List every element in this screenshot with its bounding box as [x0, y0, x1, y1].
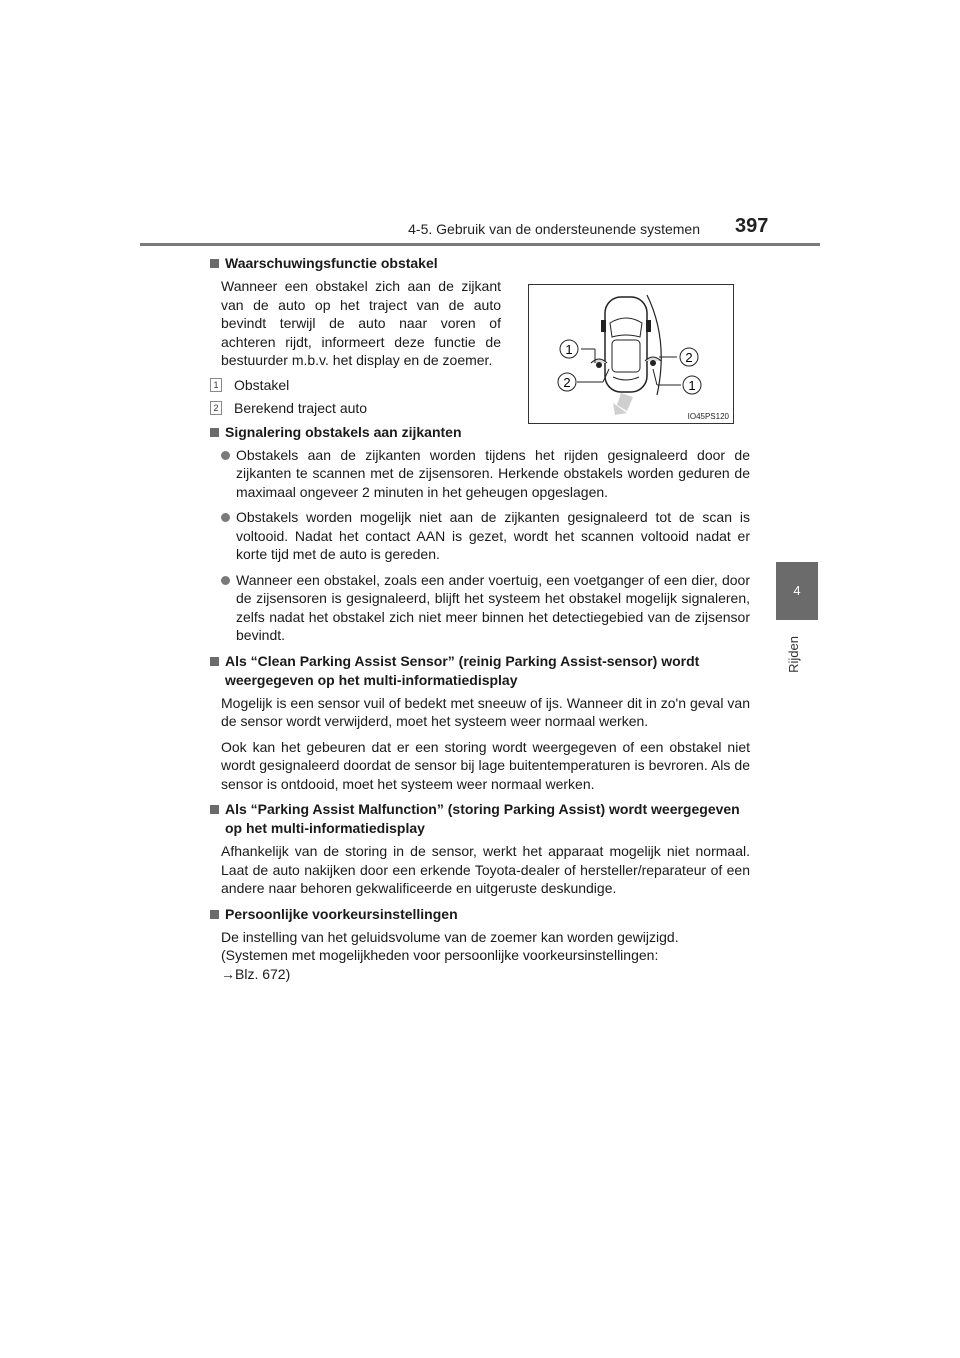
- section-marker-icon: [210, 259, 219, 268]
- page-header-title: 4-5. Gebruik van de ondersteunende systemen: [408, 221, 700, 237]
- legend-item: [210, 400, 750, 416]
- paragraph: Mogelijk is een sensor vuil of bedekt met sneeuw of ijs. Wanneer dit in zo'n geval van de sensor wordt verwijderd, moet het systeem weer normaal werken.: [221, 694, 750, 729]
- section-marker-icon: [210, 805, 219, 814]
- callout-1-right: 1: [688, 378, 696, 393]
- callout-2-right: 2: [685, 350, 693, 365]
- section-marker-icon: [210, 657, 219, 666]
- paragraph: (Systemen met mogelijkheden voor persoonlijke voorkeursinstellingen:: [221, 947, 659, 963]
- callout-2-left: 2: [563, 375, 571, 390]
- section-side-detection: [210, 423, 750, 645]
- page-number: 397: [735, 215, 769, 237]
- section-malfunction: [210, 800, 750, 898]
- list-item: [221, 446, 750, 502]
- section-marker-icon: [210, 428, 219, 437]
- callout-1-left: 1: [565, 342, 573, 357]
- paragraph: De instelling van het geluidsvolume van de zoemer kan worden gewijzigd.: [221, 928, 679, 945]
- section-heading: Als “Clean Parking Assist Sensor” (reinig Parking Assist-sensor) wordt weergegeven op het multi-informatiedisplay: [225, 652, 700, 688]
- bullet-text: Obstakels aan de zijkanten worden tijdens het rijden gesignaleerd door de zijkanten te scannen met de zijsensoren. Herkende obstakels worden geduren de maximaal ongeveer 2 minuten in het geheugen opgeslagen.: [236, 446, 750, 500]
- legend-item: [210, 377, 750, 393]
- bullet-text: Obstakels worden mogelijk niet aan de zijkanten gesignaleerd tot de scan is voltooid. Nadat het contact AAN is gezet, wordt het scannen voltooid nadat er korte tijd met de auto is gereden.: [236, 509, 750, 562]
- section-heading: Waarschuwingsfunctie obstakel: [225, 255, 438, 271]
- list-item: [221, 508, 750, 564]
- chapter-label: Rijden: [786, 636, 801, 673]
- legend-number: 1: [210, 378, 222, 392]
- bullet-icon: [221, 513, 230, 522]
- bullet-icon: [221, 576, 230, 585]
- section-obstacle-warning: [210, 254, 750, 416]
- chapter-tab: 4: [776, 562, 818, 620]
- legend-label: Berekend traject auto: [234, 399, 368, 416]
- section-marker-icon: [210, 910, 219, 919]
- bullet-text: Wanneer een obstakel, zoals een ander voertuig, een voetganger of een dier, door de zijsensoren is gesignaleerd, blijft het systeem het obstakel mogelijk signaleren, zelfs nadat het obstakel zich niet meer binnen het detectiegebied van de zijsensor bevindt.: [236, 571, 750, 643]
- list-item: [221, 571, 750, 645]
- paragraph: Afhankelijk van de storing in de sensor, werkt het apparaat mogelijk niet normaal. Laat de auto nakijken door een erkende Toyota-dealer of hersteller/reparateur of een andere naar behoren gekwalificeerde en uitgeruste deskundige.: [221, 843, 750, 896]
- section-clean-sensor: [210, 652, 750, 794]
- section-heading: Persoonlijke voorkeursinstellingen: [225, 905, 458, 922]
- paragraph: Wanneer een obstakel zich aan de zijkant van de auto op het traject van de auto bevindt terwijl de auto naar voren of achteren rijdt, informeert deze functie de bestuurder m.b.v. het display en de zoemer.: [221, 278, 501, 368]
- header-rule: [140, 243, 820, 246]
- section-heading: Als “Parking Assist Malfunction” (storing Parking Assist) wordt weergegeven op het multi-informatiedisplay: [225, 801, 740, 836]
- section-personal-settings: [210, 905, 750, 984]
- figure-code: IO45PS120: [687, 412, 729, 421]
- legend-number: 2: [210, 401, 222, 415]
- content: [210, 252, 750, 990]
- section-heading: Signalering obstakels aan zijkanten: [225, 423, 462, 440]
- paragraph: Ook kan het gebeuren dat er een storing wordt weergegeven of een obstakel niet wordt gesignaleerd doordat de sensor bij lage buitentemperaturen is bevroren. Als de sensor is ontdooid, moet het systeem weer normaal werken.: [221, 738, 750, 792]
- legend-label: Obstakel: [234, 376, 290, 393]
- page-reference-link[interactable]: →Blz. 672): [221, 965, 291, 982]
- bullet-icon: [221, 451, 230, 460]
